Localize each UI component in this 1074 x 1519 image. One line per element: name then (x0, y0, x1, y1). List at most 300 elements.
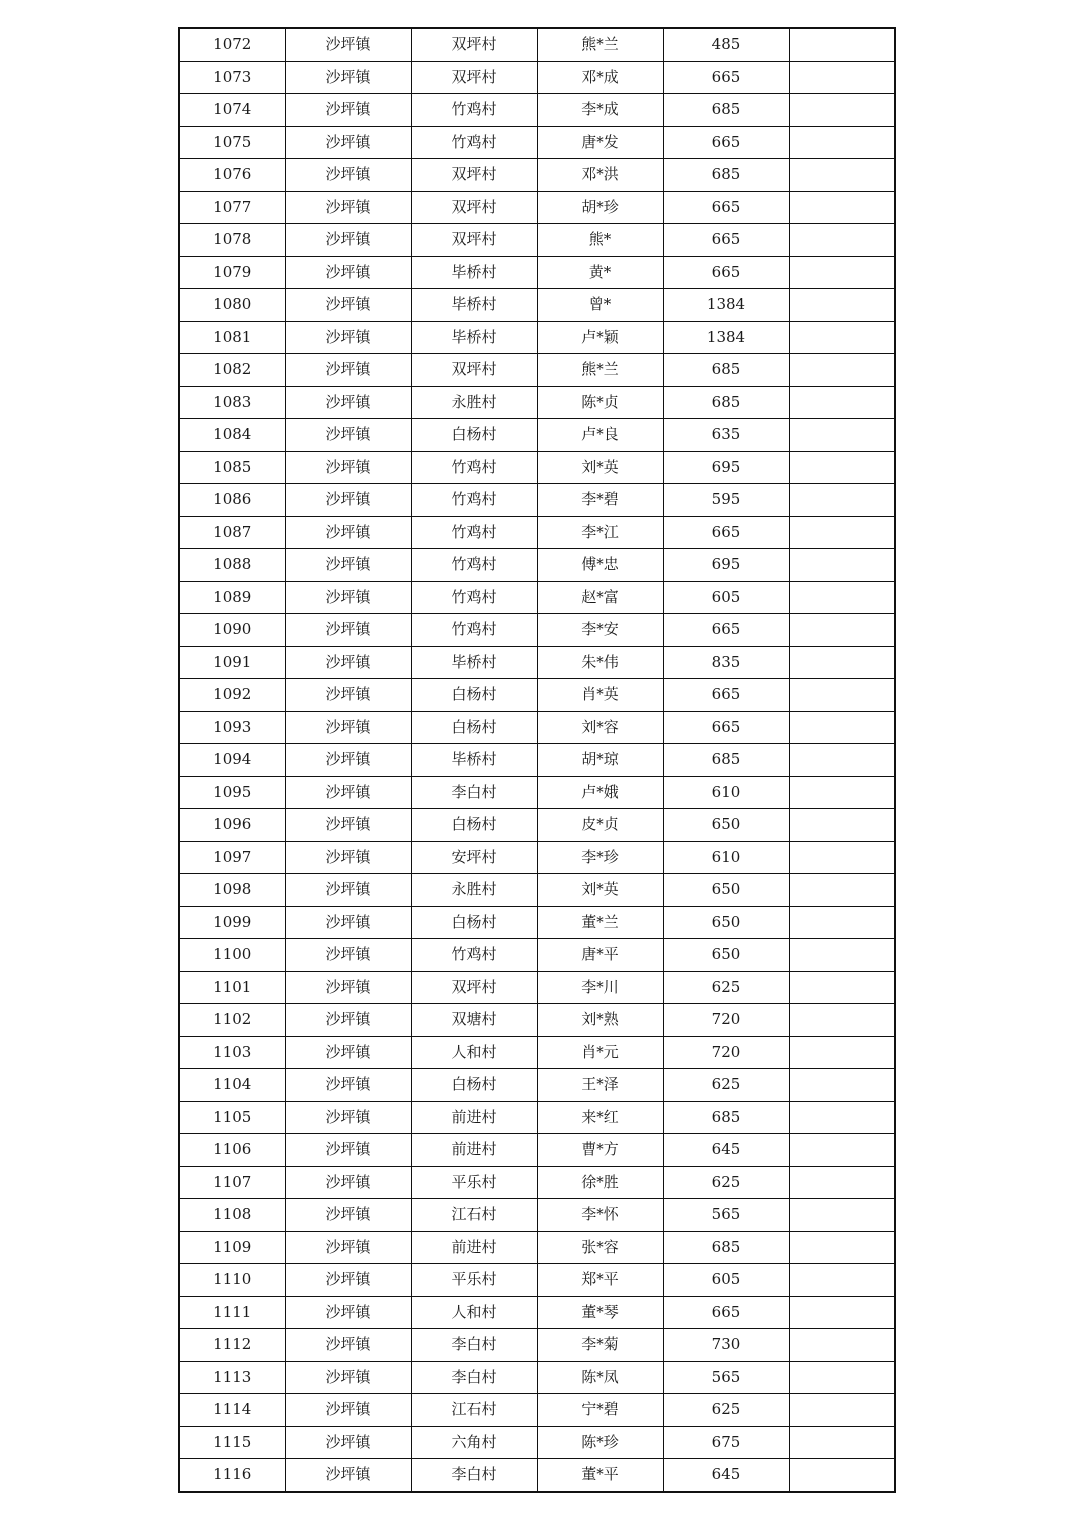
village-cell: 江石村 (411, 1199, 537, 1232)
village-cell: 安坪村 (411, 841, 537, 874)
name-cell: 胡*琼 (537, 744, 663, 777)
village-cell: 平乐村 (411, 1264, 537, 1297)
village-cell: 毕桥村 (411, 744, 537, 777)
remarks-cell (789, 1426, 895, 1459)
table-row (179, 94, 895, 127)
table-row (179, 191, 895, 224)
serial-number-cell: 1108 (179, 1199, 285, 1232)
town-cell: 沙坪镇 (285, 126, 411, 159)
village-cell: 竹鸡村 (411, 516, 537, 549)
town-cell: 沙坪镇 (285, 1166, 411, 1199)
amount-cell: 1384 (663, 289, 789, 322)
name-cell: 刘*英 (537, 451, 663, 484)
table-row (179, 61, 895, 94)
serial-number-cell: 1073 (179, 61, 285, 94)
name-cell: 卢*娥 (537, 776, 663, 809)
remarks-cell (789, 679, 895, 712)
town-cell: 沙坪镇 (285, 841, 411, 874)
table-body (179, 28, 895, 1492)
remarks-cell (789, 1459, 895, 1492)
name-cell: 肖*元 (537, 1036, 663, 1069)
name-cell: 曾* (537, 289, 663, 322)
amount-cell: 625 (663, 1069, 789, 1102)
remarks-cell (789, 1361, 895, 1394)
name-cell: 李*川 (537, 971, 663, 1004)
name-cell: 李*成 (537, 94, 663, 127)
table-row (179, 874, 895, 907)
village-cell: 白杨村 (411, 419, 537, 452)
remarks-cell (789, 1296, 895, 1329)
name-cell: 唐*平 (537, 939, 663, 972)
amount-cell: 605 (663, 1264, 789, 1297)
village-cell: 竹鸡村 (411, 94, 537, 127)
table-row (179, 1394, 895, 1427)
name-cell: 胡*珍 (537, 191, 663, 224)
village-cell: 人和村 (411, 1296, 537, 1329)
amount-cell: 685 (663, 1231, 789, 1264)
village-cell: 永胜村 (411, 386, 537, 419)
remarks-cell (789, 1166, 895, 1199)
village-cell: 毕桥村 (411, 256, 537, 289)
table-row (179, 224, 895, 257)
town-cell: 沙坪镇 (285, 94, 411, 127)
village-cell: 双坪村 (411, 28, 537, 61)
amount-cell: 605 (663, 581, 789, 614)
amount-cell: 665 (663, 61, 789, 94)
remarks-cell (789, 419, 895, 452)
town-cell: 沙坪镇 (285, 1231, 411, 1264)
name-cell: 卢*良 (537, 419, 663, 452)
village-cell: 竹鸡村 (411, 126, 537, 159)
amount-cell: 665 (663, 711, 789, 744)
village-cell: 前进村 (411, 1101, 537, 1134)
town-cell: 沙坪镇 (285, 1426, 411, 1459)
town-cell: 沙坪镇 (285, 906, 411, 939)
remarks-cell (789, 1004, 895, 1037)
remarks-cell (789, 614, 895, 647)
serial-number-cell: 1079 (179, 256, 285, 289)
serial-number-cell: 1103 (179, 1036, 285, 1069)
table-row (179, 1264, 895, 1297)
town-cell: 沙坪镇 (285, 1069, 411, 1102)
town-cell: 沙坪镇 (285, 874, 411, 907)
amount-cell: 645 (663, 1459, 789, 1492)
table-row (179, 646, 895, 679)
serial-number-cell: 1109 (179, 1231, 285, 1264)
town-cell: 沙坪镇 (285, 711, 411, 744)
remarks-cell (789, 61, 895, 94)
serial-number-cell: 1074 (179, 94, 285, 127)
serial-number-cell: 1092 (179, 679, 285, 712)
remarks-cell (789, 1036, 895, 1069)
remarks-cell (789, 1101, 895, 1134)
name-cell: 李*怀 (537, 1199, 663, 1232)
town-cell: 沙坪镇 (285, 1329, 411, 1362)
serial-number-cell: 1094 (179, 744, 285, 777)
remarks-cell (789, 386, 895, 419)
table-row (179, 419, 895, 452)
amount-cell: 685 (663, 386, 789, 419)
remarks-cell (789, 776, 895, 809)
town-cell: 沙坪镇 (285, 1394, 411, 1427)
serial-number-cell: 1072 (179, 28, 285, 61)
town-cell: 沙坪镇 (285, 939, 411, 972)
name-cell: 唐*发 (537, 126, 663, 159)
name-cell: 陈*贞 (537, 386, 663, 419)
name-cell: 卢*颖 (537, 321, 663, 354)
serial-number-cell: 1096 (179, 809, 285, 842)
remarks-cell (789, 841, 895, 874)
town-cell: 沙坪镇 (285, 61, 411, 94)
town-cell: 沙坪镇 (285, 1004, 411, 1037)
amount-cell: 685 (663, 744, 789, 777)
serial-number-cell: 1107 (179, 1166, 285, 1199)
table-row (179, 549, 895, 582)
serial-number-cell: 1112 (179, 1329, 285, 1362)
amount-cell: 665 (663, 191, 789, 224)
town-cell: 沙坪镇 (285, 484, 411, 517)
serial-number-cell: 1113 (179, 1361, 285, 1394)
amount-cell: 1384 (663, 321, 789, 354)
town-cell: 沙坪镇 (285, 744, 411, 777)
village-cell: 竹鸡村 (411, 451, 537, 484)
village-cell: 李白村 (411, 1361, 537, 1394)
table-row (179, 1069, 895, 1102)
town-cell: 沙坪镇 (285, 224, 411, 257)
remarks-cell (789, 289, 895, 322)
table-row (179, 1166, 895, 1199)
remarks-cell (789, 94, 895, 127)
amount-cell: 485 (663, 28, 789, 61)
name-cell: 董*平 (537, 1459, 663, 1492)
name-cell: 李*菊 (537, 1329, 663, 1362)
table-row (179, 28, 895, 61)
remarks-cell (789, 906, 895, 939)
village-cell: 竹鸡村 (411, 939, 537, 972)
serial-number-cell: 1106 (179, 1134, 285, 1167)
table-row (179, 971, 895, 1004)
serial-number-cell: 1075 (179, 126, 285, 159)
table-row (179, 321, 895, 354)
village-cell: 竹鸡村 (411, 581, 537, 614)
table-row (179, 386, 895, 419)
town-cell: 沙坪镇 (285, 159, 411, 192)
name-cell: 李*江 (537, 516, 663, 549)
village-cell: 白杨村 (411, 711, 537, 744)
table-row (179, 1036, 895, 1069)
amount-cell: 685 (663, 94, 789, 127)
remarks-cell (789, 256, 895, 289)
town-cell: 沙坪镇 (285, 1296, 411, 1329)
village-cell: 双坪村 (411, 971, 537, 1004)
remarks-cell (789, 1394, 895, 1427)
serial-number-cell: 1105 (179, 1101, 285, 1134)
serial-number-cell: 1083 (179, 386, 285, 419)
name-cell: 黄* (537, 256, 663, 289)
remarks-cell (789, 874, 895, 907)
village-cell: 李白村 (411, 1459, 537, 1492)
serial-number-cell: 1097 (179, 841, 285, 874)
amount-cell: 650 (663, 874, 789, 907)
village-cell: 白杨村 (411, 1069, 537, 1102)
name-cell: 熊*兰 (537, 28, 663, 61)
remarks-cell (789, 1134, 895, 1167)
table-row (179, 1361, 895, 1394)
serial-number-cell: 1081 (179, 321, 285, 354)
table-row (179, 581, 895, 614)
name-cell: 董*琴 (537, 1296, 663, 1329)
remarks-cell (789, 224, 895, 257)
town-cell: 沙坪镇 (285, 386, 411, 419)
village-cell: 前进村 (411, 1231, 537, 1264)
village-cell: 竹鸡村 (411, 484, 537, 517)
remarks-cell (789, 321, 895, 354)
table-row (179, 484, 895, 517)
serial-number-cell: 1111 (179, 1296, 285, 1329)
remarks-cell (789, 711, 895, 744)
amount-cell: 665 (663, 126, 789, 159)
name-cell: 邓*洪 (537, 159, 663, 192)
town-cell: 沙坪镇 (285, 614, 411, 647)
remarks-cell (789, 1199, 895, 1232)
name-cell: 董*兰 (537, 906, 663, 939)
name-cell: 熊*兰 (537, 354, 663, 387)
serial-number-cell: 1116 (179, 1459, 285, 1492)
village-cell: 双坪村 (411, 354, 537, 387)
amount-cell: 665 (663, 256, 789, 289)
town-cell: 沙坪镇 (285, 646, 411, 679)
town-cell: 沙坪镇 (285, 1264, 411, 1297)
town-cell: 沙坪镇 (285, 321, 411, 354)
village-cell: 双坪村 (411, 224, 537, 257)
serial-number-cell: 1110 (179, 1264, 285, 1297)
serial-number-cell: 1101 (179, 971, 285, 1004)
serial-number-cell: 1093 (179, 711, 285, 744)
name-cell: 陈*凤 (537, 1361, 663, 1394)
serial-number-cell: 1076 (179, 159, 285, 192)
amount-cell: 695 (663, 549, 789, 582)
table-row (179, 711, 895, 744)
remarks-cell (789, 1329, 895, 1362)
table-row (179, 1296, 895, 1329)
village-cell: 六角村 (411, 1426, 537, 1459)
table-row (179, 159, 895, 192)
town-cell: 沙坪镇 (285, 191, 411, 224)
remarks-cell (789, 28, 895, 61)
village-cell: 李白村 (411, 1329, 537, 1362)
serial-number-cell: 1114 (179, 1394, 285, 1427)
serial-number-cell: 1099 (179, 906, 285, 939)
amount-cell: 650 (663, 809, 789, 842)
remarks-cell (789, 809, 895, 842)
remarks-cell (789, 939, 895, 972)
village-cell: 竹鸡村 (411, 549, 537, 582)
village-cell: 江石村 (411, 1394, 537, 1427)
remarks-cell (789, 126, 895, 159)
town-cell: 沙坪镇 (285, 1036, 411, 1069)
serial-number-cell: 1078 (179, 224, 285, 257)
town-cell: 沙坪镇 (285, 1134, 411, 1167)
serial-number-cell: 1100 (179, 939, 285, 972)
name-cell: 张*容 (537, 1231, 663, 1264)
remarks-cell (789, 744, 895, 777)
town-cell: 沙坪镇 (285, 451, 411, 484)
serial-number-cell: 1115 (179, 1426, 285, 1459)
serial-number-cell: 1087 (179, 516, 285, 549)
name-cell: 熊* (537, 224, 663, 257)
village-cell: 白杨村 (411, 809, 537, 842)
remarks-cell (789, 646, 895, 679)
village-cell: 毕桥村 (411, 289, 537, 322)
amount-cell: 650 (663, 939, 789, 972)
table-row (179, 1134, 895, 1167)
table-row (179, 1004, 895, 1037)
table-row (179, 1329, 895, 1362)
serial-number-cell: 1088 (179, 549, 285, 582)
town-cell: 沙坪镇 (285, 549, 411, 582)
village-cell: 双坪村 (411, 61, 537, 94)
town-cell: 沙坪镇 (285, 776, 411, 809)
amount-cell: 565 (663, 1199, 789, 1232)
amount-cell: 685 (663, 354, 789, 387)
table-row (179, 776, 895, 809)
name-cell: 宁*碧 (537, 1394, 663, 1427)
amount-cell: 595 (663, 484, 789, 517)
amount-cell: 645 (663, 1134, 789, 1167)
amount-cell: 625 (663, 1166, 789, 1199)
remarks-cell (789, 191, 895, 224)
remarks-cell (789, 1069, 895, 1102)
name-cell: 郑*平 (537, 1264, 663, 1297)
table-row (179, 354, 895, 387)
name-cell: 陈*珍 (537, 1426, 663, 1459)
name-cell: 刘*英 (537, 874, 663, 907)
remarks-cell (789, 484, 895, 517)
town-cell: 沙坪镇 (285, 971, 411, 1004)
remarks-cell (789, 971, 895, 1004)
amount-cell: 665 (663, 1296, 789, 1329)
village-cell: 李白村 (411, 776, 537, 809)
amount-cell: 665 (663, 679, 789, 712)
town-cell: 沙坪镇 (285, 581, 411, 614)
town-cell: 沙坪镇 (285, 289, 411, 322)
town-cell: 沙坪镇 (285, 1101, 411, 1134)
table-row (179, 289, 895, 322)
serial-number-cell: 1077 (179, 191, 285, 224)
amount-cell: 835 (663, 646, 789, 679)
table-row (179, 516, 895, 549)
village-cell: 双塘村 (411, 1004, 537, 1037)
village-cell: 毕桥村 (411, 321, 537, 354)
name-cell: 王*泽 (537, 1069, 663, 1102)
amount-cell: 665 (663, 614, 789, 647)
serial-number-cell: 1104 (179, 1069, 285, 1102)
town-cell: 沙坪镇 (285, 256, 411, 289)
table-row (179, 1426, 895, 1459)
village-cell: 双坪村 (411, 191, 537, 224)
amount-cell: 675 (663, 1426, 789, 1459)
serial-number-cell: 1091 (179, 646, 285, 679)
table-row (179, 1199, 895, 1232)
name-cell: 赵*富 (537, 581, 663, 614)
name-cell: 皮*贞 (537, 809, 663, 842)
name-cell: 傅*忠 (537, 549, 663, 582)
remarks-cell (789, 159, 895, 192)
table-row (179, 679, 895, 712)
table-row (179, 1231, 895, 1264)
serial-number-cell: 1102 (179, 1004, 285, 1037)
village-cell: 双坪村 (411, 159, 537, 192)
serial-number-cell: 1086 (179, 484, 285, 517)
serial-number-cell: 1090 (179, 614, 285, 647)
amount-cell: 625 (663, 971, 789, 1004)
table-row (179, 906, 895, 939)
village-cell: 毕桥村 (411, 646, 537, 679)
name-cell: 李*安 (537, 614, 663, 647)
serial-number-cell: 1082 (179, 354, 285, 387)
name-cell: 邓*成 (537, 61, 663, 94)
name-cell: 李*珍 (537, 841, 663, 874)
name-cell: 李*碧 (537, 484, 663, 517)
table-row (179, 614, 895, 647)
name-cell: 刘*容 (537, 711, 663, 744)
remarks-cell (789, 451, 895, 484)
amount-cell: 650 (663, 906, 789, 939)
name-cell: 来*红 (537, 1101, 663, 1134)
amount-cell: 635 (663, 419, 789, 452)
amount-cell: 665 (663, 516, 789, 549)
data-table (178, 27, 896, 1493)
village-cell: 白杨村 (411, 679, 537, 712)
village-cell: 前进村 (411, 1134, 537, 1167)
remarks-cell (789, 354, 895, 387)
table-row (179, 1101, 895, 1134)
amount-cell: 685 (663, 159, 789, 192)
name-cell: 曹*方 (537, 1134, 663, 1167)
table-row (179, 451, 895, 484)
village-cell: 平乐村 (411, 1166, 537, 1199)
town-cell: 沙坪镇 (285, 28, 411, 61)
remarks-cell (789, 1231, 895, 1264)
village-cell: 永胜村 (411, 874, 537, 907)
amount-cell: 720 (663, 1036, 789, 1069)
name-cell: 徐*胜 (537, 1166, 663, 1199)
amount-cell: 685 (663, 1101, 789, 1134)
serial-number-cell: 1095 (179, 776, 285, 809)
town-cell: 沙坪镇 (285, 1199, 411, 1232)
village-cell: 人和村 (411, 1036, 537, 1069)
town-cell: 沙坪镇 (285, 354, 411, 387)
town-cell: 沙坪镇 (285, 516, 411, 549)
village-cell: 竹鸡村 (411, 614, 537, 647)
name-cell: 朱*伟 (537, 646, 663, 679)
town-cell: 沙坪镇 (285, 1361, 411, 1394)
serial-number-cell: 1089 (179, 581, 285, 614)
village-cell: 白杨村 (411, 906, 537, 939)
table-row (179, 939, 895, 972)
remarks-cell (789, 516, 895, 549)
amount-cell: 730 (663, 1329, 789, 1362)
amount-cell: 695 (663, 451, 789, 484)
name-cell: 刘*熟 (537, 1004, 663, 1037)
amount-cell: 610 (663, 776, 789, 809)
remarks-cell (789, 1264, 895, 1297)
remarks-cell (789, 581, 895, 614)
table-row (179, 809, 895, 842)
serial-number-cell: 1084 (179, 419, 285, 452)
town-cell: 沙坪镇 (285, 1459, 411, 1492)
serial-number-cell: 1098 (179, 874, 285, 907)
